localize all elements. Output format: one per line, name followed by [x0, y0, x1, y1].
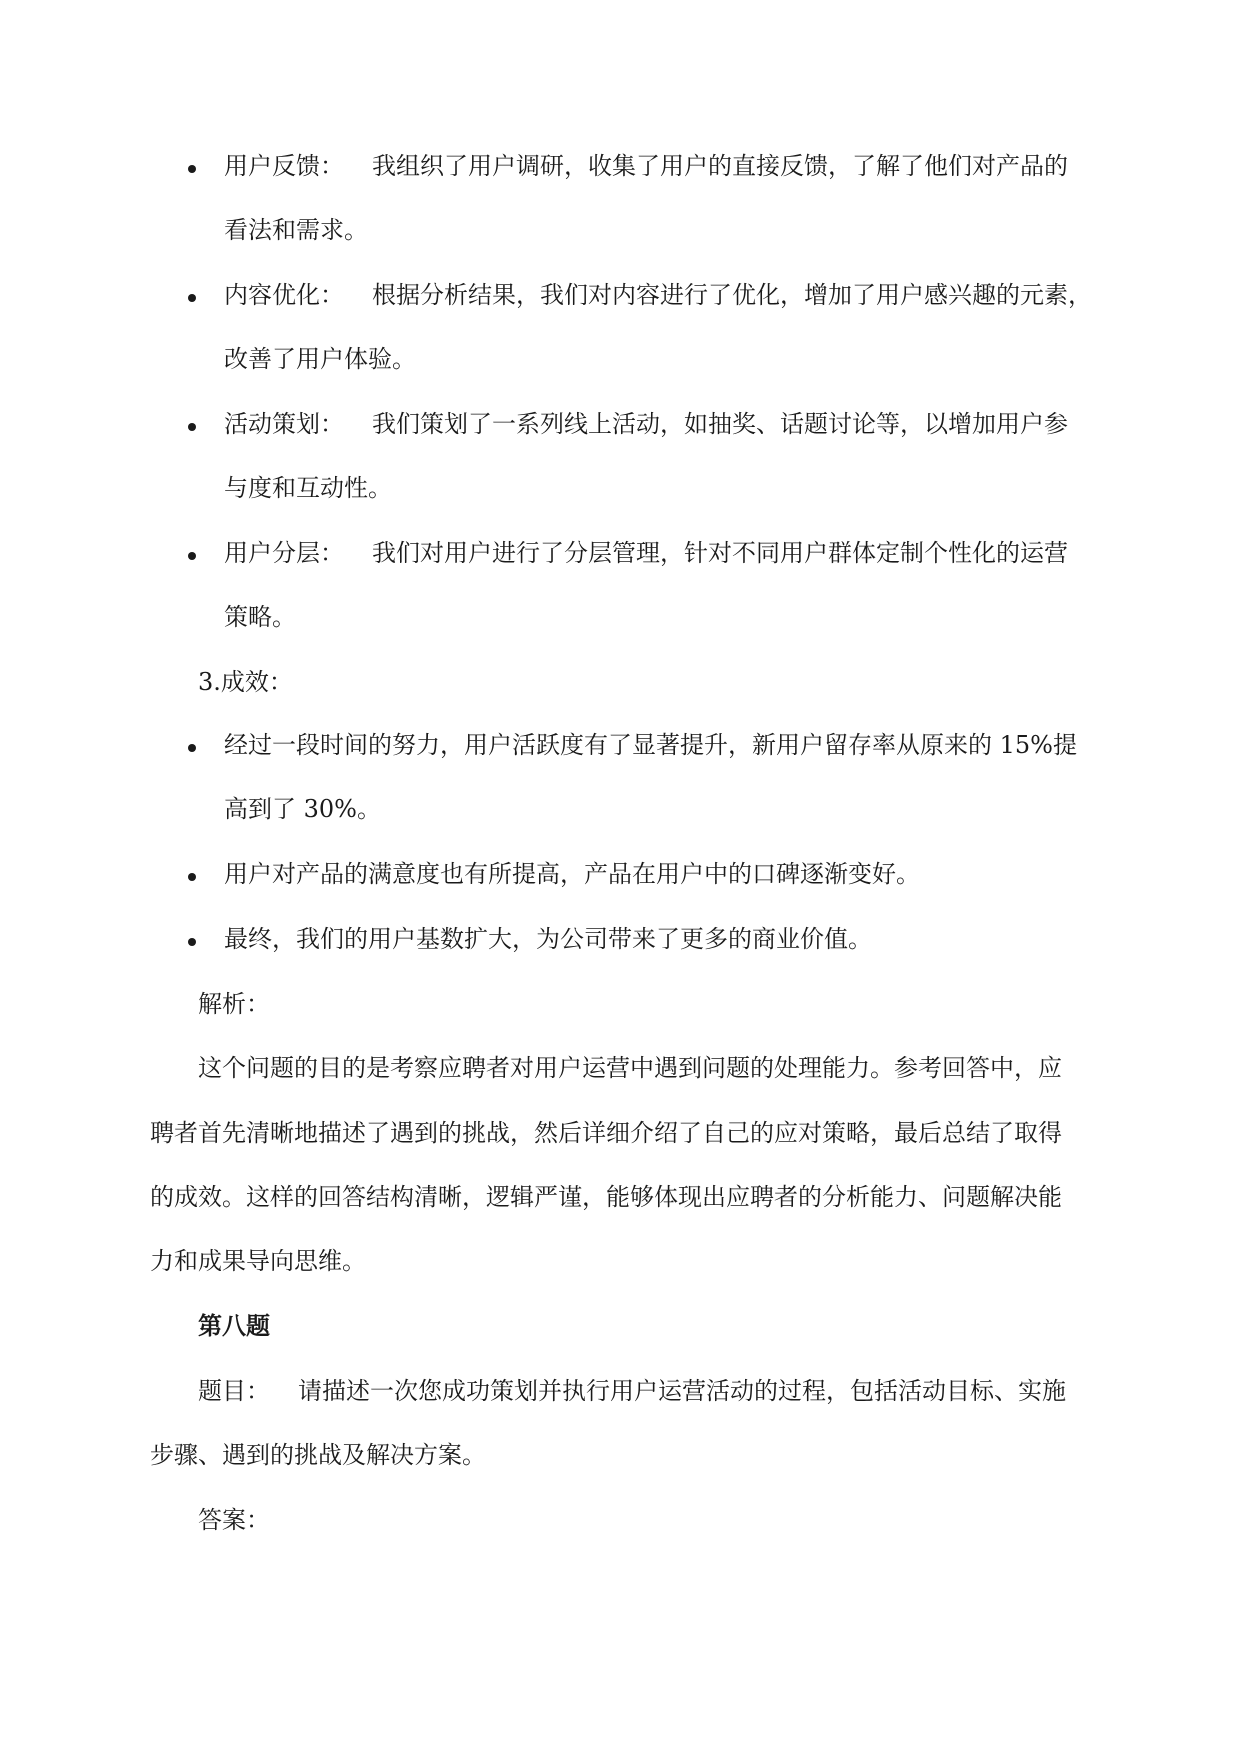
result-item-satisfaction: 用户对产品的满意度也有所提高，产品在用户中的口碑逐渐变好。: [224, 860, 920, 888]
analysis-paragraph-line: 力和成果导向思维。: [150, 1247, 366, 1275]
results-heading: 3.成效：: [198, 668, 293, 696]
bullet-dot: [188, 938, 196, 946]
bullet-label: 内容优化：: [224, 281, 344, 309]
question-prompt-label: 题目：: [198, 1377, 270, 1405]
bullet-text: 我组织了用户调研，收集了用户的直接反馈，了解了他们对产品的: [372, 152, 1068, 180]
analysis-heading: 解析：: [198, 990, 270, 1018]
question-title: 第八题: [198, 1311, 270, 1340]
analysis-paragraph-line: 的成效。这样的回答结构清晰，逻辑严谨，能够体现出应聘者的分析能力、问题解决能: [150, 1183, 1062, 1211]
question-prompt-text: 请描述一次您成功策划并执行用户运营活动的过程，包括活动目标、实施: [298, 1377, 1066, 1405]
bullet-dot: [188, 165, 196, 173]
bullet-text: 我们策划了一系列线上活动，如抽奖、话题讨论等，以增加用户参: [372, 410, 1068, 438]
analysis-paragraph-line: 这个问题的目的是考察应聘者对用户运营中遇到问题的处理能力。参考回答中，应: [198, 1054, 1062, 1082]
bullet-dot: [188, 294, 196, 302]
bullet-label: 用户反馈：: [224, 152, 344, 180]
bullet-continuation: 改善了用户体验。: [224, 345, 416, 373]
bullet-label: 活动策划：: [224, 410, 344, 438]
bullet-dot: [188, 873, 196, 881]
bullet-item-event-planning: [224, 408, 1068, 440]
answer-heading: 答案：: [198, 1506, 270, 1534]
result-item-user-base: 最终，我们的用户基数扩大，为公司带来了更多的商业价值。: [224, 925, 872, 953]
bullet-text: 根据分析结果，我们对内容进行了优化，增加了用户感兴趣的元素，: [372, 281, 1092, 309]
bullet-text: 我们对用户进行了分层管理，针对不同用户群体定制个性化的运营: [372, 539, 1068, 567]
bullet-continuation: 高到了 30%。: [224, 795, 381, 823]
bullet-item-content-optimization: [224, 279, 1092, 311]
question-prompt: [198, 1375, 1066, 1407]
bullet-continuation: 看法和需求。: [224, 216, 368, 244]
result-item-retention: 经过一段时间的努力，用户活跃度有了显著提升，新用户留存率从原来的 15%提: [224, 731, 1077, 759]
bullet-item-user-segmentation: [224, 537, 1068, 569]
bullet-dot: [188, 744, 196, 752]
bullet-item-user-feedback: [224, 150, 1068, 182]
bullet-continuation: 策略。: [224, 603, 296, 631]
question-prompt-continuation: 步骤、遇到的挑战及解决方案。: [150, 1441, 486, 1469]
bullet-continuation: 与度和互动性。: [224, 474, 392, 502]
bullet-dot: [188, 552, 196, 560]
bullet-label: 用户分层：: [224, 539, 344, 567]
analysis-paragraph-line: 聘者首先清晰地描述了遇到的挑战，然后详细介绍了自己的应对策略，最后总结了取得: [150, 1119, 1062, 1147]
bullet-dot: [188, 423, 196, 431]
